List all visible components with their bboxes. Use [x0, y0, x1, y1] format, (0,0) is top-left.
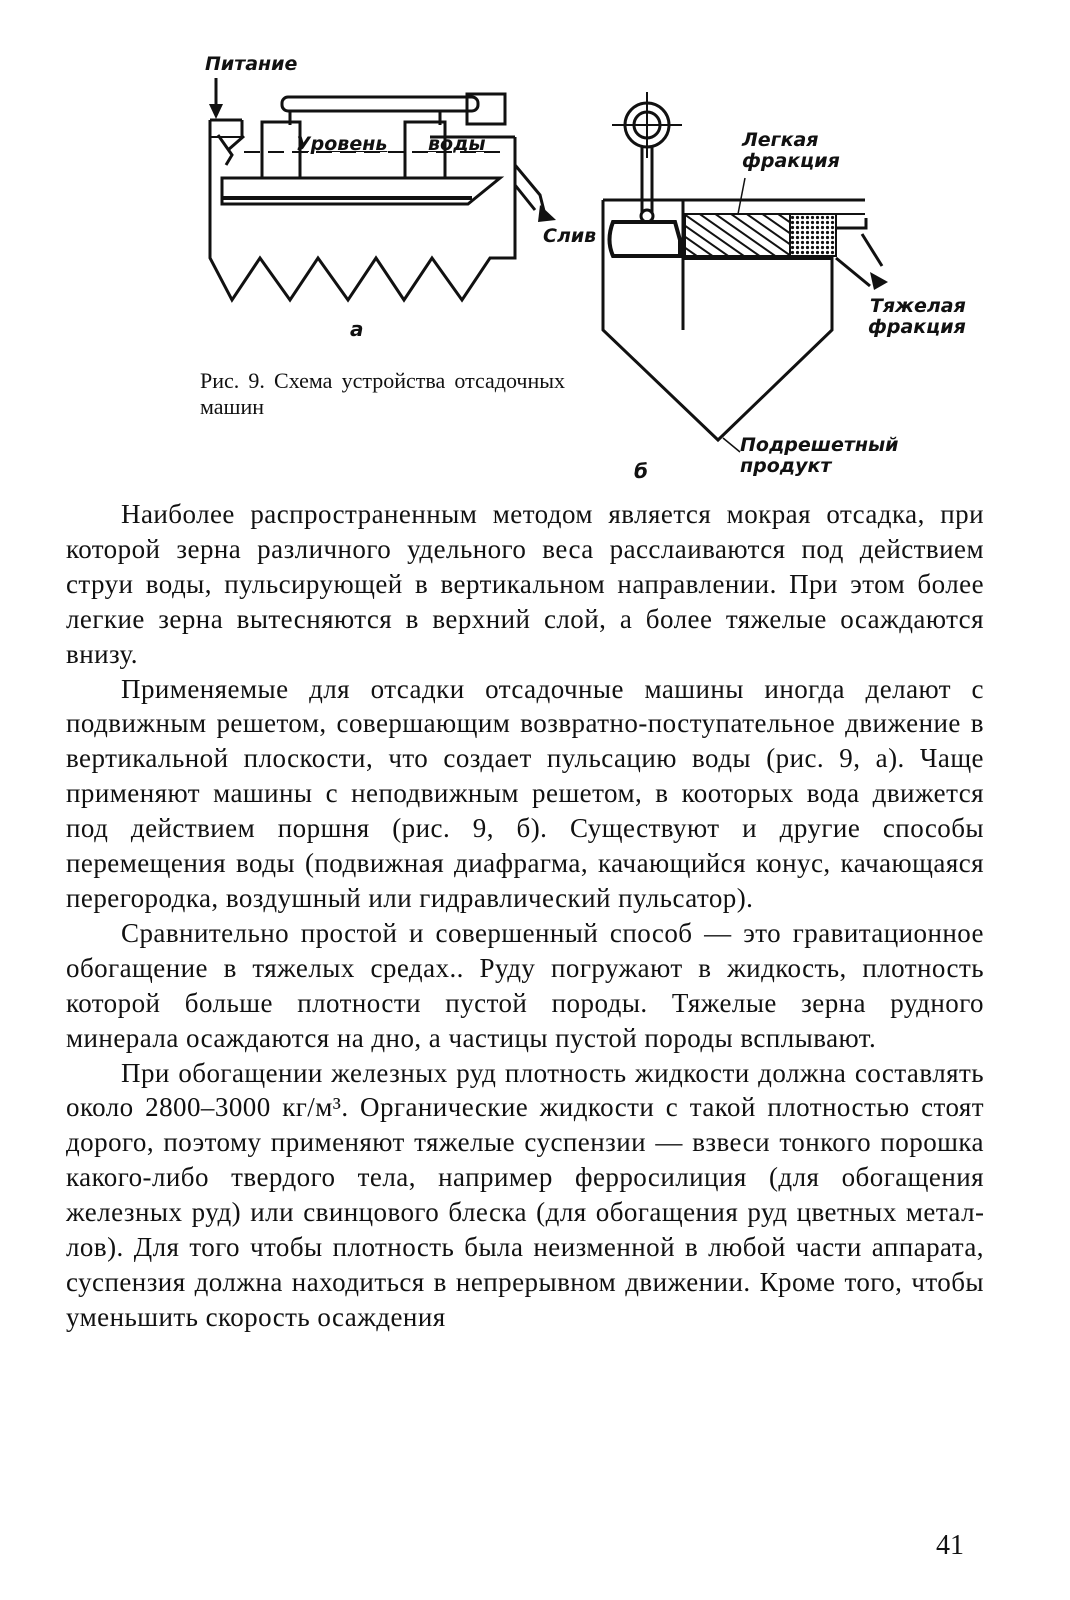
page-number: 41	[936, 1530, 964, 1561]
label-a: а	[350, 317, 364, 341]
paragraph: Наиболее распространенным методом является мокрая отсадка, при которой зерна различного удельного веса расслаиваются под действием струи воды, пульсирующей в вертикальном направлении. При этом более легкие зерна вытесняются в верхний слой, а более тяжелые осаждаются внизу.	[66, 499, 984, 669]
label-b: б	[634, 459, 648, 483]
paragraph: Сравнительно простой и совершенный способ — это гравитационное обогащение в тяжелых средах.. Руду погружают в жидкость, плотность которой больше плотности пустой породы. Тяжелые зерна рудного минерала осаждаются на дно, а частицы пустой породы всплывают.	[66, 917, 984, 1053]
label-overflow: Слив	[543, 225, 597, 247]
body-text	[66, 497, 984, 1335]
paragraph: Применяемые для отсадки отсадочные машины иногда делают с подвижным решетом, совершающим возвратно-поступательное движение в вертикальной плоскости, что создает пульсацию воды (рис. 9, а). Чаще применяют машины с неподвижным решетом, в кооторых вода движется под действием поршня (рис. 9, б). Существуют и другие способы перемещения воды (подвижная диафрагма, качающийся конус, качающаяся перегородка, воздушный или гидравлический пульсатор).	[66, 673, 984, 913]
label-water-level-1: Уровень	[296, 133, 388, 155]
label-water-level-2: воды	[428, 133, 486, 155]
paragraph: При обогащении железных руд плотность жидкости должна составлять около 2800–3000 кг/м³. Органические жидкости с такой плотностью стоят дорого, поэтому применяют тяжелые суспензии — взвеси тонкого порошка какого-либо твердого тела, например ферросилиция (для обогащения железных руд) или свинцового блеска (для обогащения руд цветных металлов). Для того чтобы плотность была неизменной в любой части аппарата, суспензия должна находиться в непрерывном движении. Кроме того, чтобы уменьшить скорость осаждения	[66, 1057, 984, 1332]
label-light-fraction: Легкая фракция	[742, 129, 840, 172]
label-feed: Питание	[205, 53, 298, 75]
label-heavy-fraction: Тяжелая фракция	[868, 295, 966, 338]
label-undersize: Подрешетный продукт	[740, 434, 899, 477]
machine-a	[209, 78, 556, 300]
figure-9	[0, 0, 1070, 490]
figure-caption: Рис. 9. Схема устройства отсадочных машин	[200, 368, 565, 419]
